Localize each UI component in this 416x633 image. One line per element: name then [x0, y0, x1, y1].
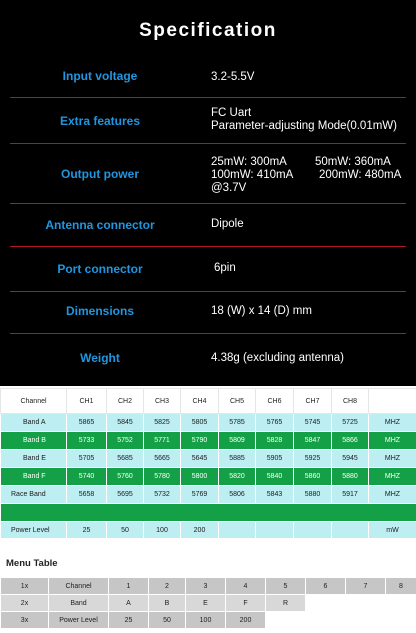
unit-cell: mW — [369, 522, 416, 539]
spacer-cell — [1, 504, 416, 522]
frequency-cell: 5845 — [107, 414, 144, 432]
menu-value: 50 — [149, 612, 186, 629]
frequency-cell: 5645 — [181, 450, 219, 468]
frequency-cell: 5847 — [294, 432, 332, 450]
table-header-row — [1, 389, 416, 414]
frequency-cell: 5828 — [256, 432, 294, 450]
power-cell — [256, 522, 294, 539]
unit-cell: MHZ — [369, 486, 416, 504]
menu-row-channel — [1, 578, 416, 595]
spec-value: 18 (W) x 14 (D) mm — [211, 305, 312, 317]
frequency-cell: 5945 — [332, 450, 369, 468]
spec-title: Specification — [139, 20, 277, 41]
frequency-cell: 5925 — [294, 450, 332, 468]
frequency-cell: 5771 — [144, 432, 181, 450]
menu-value: B — [149, 595, 186, 612]
menu-row-power-level — [1, 612, 416, 629]
frequency-cell: 5820 — [219, 468, 256, 486]
frequency-cell: 5790 — [181, 432, 219, 450]
frequency-cell: 5825 — [144, 414, 181, 432]
frequency-cell: 5732 — [144, 486, 181, 504]
spec-value: 3.2-5.5V — [211, 71, 255, 83]
frequency-cell: 5745 — [294, 414, 332, 432]
menu-value: 3 — [186, 578, 226, 595]
frequency-cell: 5725 — [332, 414, 369, 432]
band-name: Race Band — [1, 486, 67, 504]
power-cell: 100 — [144, 522, 181, 539]
menu-value: R — [266, 595, 306, 612]
table-row — [1, 522, 416, 539]
spec-label: Antenna connector — [45, 218, 155, 232]
frequency-cell: 5765 — [256, 414, 294, 432]
spec-label: Dimensions — [65, 304, 134, 318]
separator — [10, 246, 406, 247]
spec-value: @3.7V — [211, 182, 247, 194]
spec-value: 200mW: 480mA — [319, 169, 402, 181]
spec-value: FC Uart — [211, 107, 252, 119]
spec-label: Output power — [61, 167, 139, 181]
frequency-cell: 5866 — [332, 432, 369, 450]
frequency-cell: 5665 — [144, 450, 181, 468]
frequency-cell: 5800 — [181, 468, 219, 486]
spec-value: 4.38g (excluding antenna) — [211, 352, 344, 364]
spec-value: 25mW: 300mA — [211, 156, 287, 168]
power-cell — [219, 522, 256, 539]
band-name: Band E — [1, 450, 67, 468]
power-cell: 25 — [67, 522, 107, 539]
menu-value: A — [109, 595, 149, 612]
frequency-cell: 5840 — [256, 468, 294, 486]
frequency-cell: 5809 — [219, 432, 256, 450]
menu-value: 200 — [226, 612, 266, 629]
header-cell: CH8 — [332, 389, 369, 414]
frequency-cell: 5658 — [67, 486, 107, 504]
header-cell: CH4 — [181, 389, 219, 414]
frequency-cell: 5917 — [332, 486, 369, 504]
frequency-cell: 5733 — [67, 432, 107, 450]
menu-value: 1 — [109, 578, 149, 595]
band-name: Band B — [1, 432, 67, 450]
frequency-cell: 5752 — [107, 432, 144, 450]
frequency-cell: 5760 — [107, 468, 144, 486]
unit-cell: MHZ — [369, 414, 416, 432]
frequency-cell: 5805 — [181, 414, 219, 432]
frequency-cell: 5905 — [256, 450, 294, 468]
table-spacer-row — [1, 504, 416, 522]
table-row — [1, 486, 416, 504]
channel-frequency-table — [0, 388, 416, 539]
header-cell: Channel — [1, 389, 67, 414]
unit-cell: MHZ — [369, 432, 416, 450]
power-cell: 200 — [181, 522, 219, 539]
unit-cell: MHZ — [369, 450, 416, 468]
frequency-cell: 5843 — [256, 486, 294, 504]
table-row — [1, 450, 416, 468]
table-row — [1, 432, 416, 450]
power-cell — [294, 522, 332, 539]
separator — [10, 291, 406, 292]
menu-value: 2 — [149, 578, 186, 595]
separator — [10, 143, 406, 144]
menu-empty-cell — [266, 612, 306, 629]
frequency-cell: 5806 — [219, 486, 256, 504]
spec-value: 100mW: 410mA — [211, 169, 294, 181]
band-name: Band A — [1, 414, 67, 432]
menu-name: Power Level — [49, 612, 109, 629]
menu-value: 100 — [186, 612, 226, 629]
spec-label: Port connector — [57, 262, 143, 276]
menu-empty-cell — [346, 595, 386, 612]
menu-value: F — [226, 595, 266, 612]
power-cell — [332, 522, 369, 539]
unit-cell: MHZ — [369, 468, 416, 486]
menu-value: 6 — [306, 578, 346, 595]
separator — [10, 203, 406, 204]
menu-value: E — [186, 595, 226, 612]
menu-value: 4 — [226, 578, 266, 595]
header-cell: CH7 — [294, 389, 332, 414]
menu-row-band — [1, 595, 416, 612]
menu-index: 3x — [1, 612, 49, 629]
menu-name: Channel — [49, 578, 109, 595]
spec-value: 50mW: 360mA — [315, 156, 391, 168]
menu-value: 25 — [109, 612, 149, 629]
frequency-cell: 5785 — [219, 414, 256, 432]
menu-empty-cell — [306, 595, 346, 612]
spec-value: 6pin — [214, 262, 236, 274]
frequency-cell: 5880 — [332, 468, 369, 486]
header-cell: CH3 — [144, 389, 181, 414]
header-cell: CH6 — [256, 389, 294, 414]
frequency-cell: 5865 — [67, 414, 107, 432]
power-level-name: Power Level — [1, 522, 67, 539]
table-row — [1, 468, 416, 486]
header-cell: CH2 — [107, 389, 144, 414]
spec-label: Extra features — [59, 114, 141, 128]
frequency-cell: 5769 — [181, 486, 219, 504]
frequency-cell: 5740 — [67, 468, 107, 486]
band-name: Band F — [1, 468, 67, 486]
spec-value: Dipole — [211, 218, 244, 230]
frequency-cell: 5685 — [107, 450, 144, 468]
menu-value: 7 — [346, 578, 386, 595]
menu-value: 8 — [386, 578, 416, 595]
frequency-cell: 5860 — [294, 468, 332, 486]
menu-empty-cell — [306, 612, 346, 629]
menu-table — [0, 577, 416, 629]
menu-empty-cell — [346, 612, 386, 629]
header-cell — [369, 389, 416, 414]
separator — [10, 97, 406, 98]
frequency-cell: 5880 — [294, 486, 332, 504]
frequency-cell: 5885 — [219, 450, 256, 468]
header-cell: CH1 — [67, 389, 107, 414]
menu-value: 5 — [266, 578, 306, 595]
spec-label: Input voltage — [62, 69, 138, 83]
power-cell: 50 — [107, 522, 144, 539]
spec-label: Weight — [80, 351, 120, 365]
menu-index: 1x — [1, 578, 49, 595]
table-row — [1, 414, 416, 432]
menu-table-title: Menu Table — [6, 558, 58, 569]
menu-empty-cell — [386, 612, 416, 629]
spec-value: Parameter-adjusting Mode(0.01mW) — [211, 120, 397, 132]
frequency-cell: 5705 — [67, 450, 107, 468]
menu-index: 2x — [1, 595, 49, 612]
frequency-cell: 5695 — [107, 486, 144, 504]
separator — [10, 333, 406, 334]
menu-name: Band — [49, 595, 109, 612]
frequency-cell: 5780 — [144, 468, 181, 486]
menu-empty-cell — [386, 595, 416, 612]
header-cell: CH5 — [219, 389, 256, 414]
